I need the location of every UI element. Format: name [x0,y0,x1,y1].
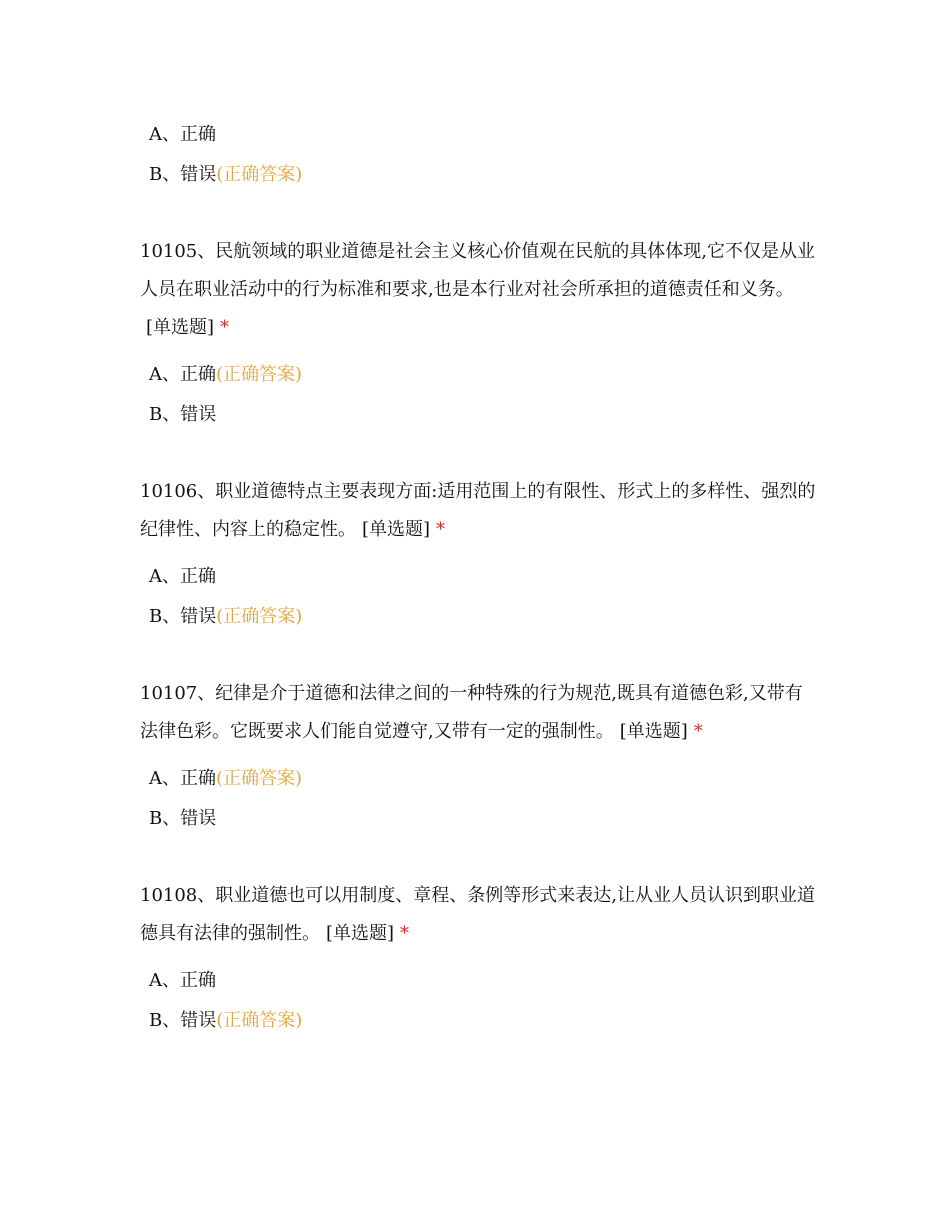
question-type-tag: [单选题] [619,721,688,742]
option-label: B、错误 [149,606,217,627]
option-a [140,115,820,155]
correct-answer-tag: (正确答案) [216,364,303,385]
option-b [140,597,820,637]
question-text: 10106、职业道德特点主要表现方面:适用范围上的有限性、形式上的多样性、强烈的纪律性、内容上的稳定性。 [140,481,816,540]
question-type-tag: [单选题] [146,317,215,338]
option-a [140,355,820,395]
option-label: A、正确 [149,124,216,145]
option-label: A、正确 [149,970,216,991]
option-b [140,155,820,195]
question-type-tag: [单选题] [326,923,395,944]
option-label: B、错误 [149,164,217,185]
option-label: B、错误 [149,404,217,425]
required-marker: * [400,923,410,944]
correct-answer-tag: (正确答案) [216,1010,303,1031]
option-a [140,961,820,1001]
option-label: A、正确 [149,566,216,587]
correct-answer-tag: (正确答案) [216,164,303,185]
question-10107 [140,675,820,751]
option-a [140,557,820,597]
option-label: B、错误 [149,808,217,829]
quiz-content [140,115,820,1041]
question-text: 10107、纪律是介于道德和法律之间的一种特殊的行为规范,既具有道德色彩,又带有法律色彩。它既要求人们能自觉遵守,又带有一定的强制性。 [140,683,803,742]
question-text: 10105、民航领域的职业道德是社会主义核心价值观在民航的具体体现,它不仅是从业人员在职业活动中的行为标准和要求,也是本行业对社会所承担的道德责任和义务。 [140,241,815,300]
correct-answer-tag: (正确答案) [216,606,303,627]
question-10108 [140,877,820,953]
required-marker: * [436,519,446,540]
required-marker: * [693,721,703,742]
question-10106 [140,473,820,549]
option-b [140,799,820,839]
correct-answer-tag: (正确答案) [216,768,303,789]
option-a [140,759,820,799]
option-label: B、错误 [149,1010,217,1031]
required-marker: * [220,317,230,338]
option-label: A、正确 [149,364,216,385]
option-b [140,1001,820,1041]
option-label: A、正确 [149,768,216,789]
question-10105 [140,233,820,347]
option-b [140,395,820,435]
question-text: 10108、职业道德也可以用制度、章程、条例等形式来表达,让从业人员认识到职业道德具有法律的强制性。 [140,885,815,944]
question-type-tag: [单选题] [362,519,431,540]
